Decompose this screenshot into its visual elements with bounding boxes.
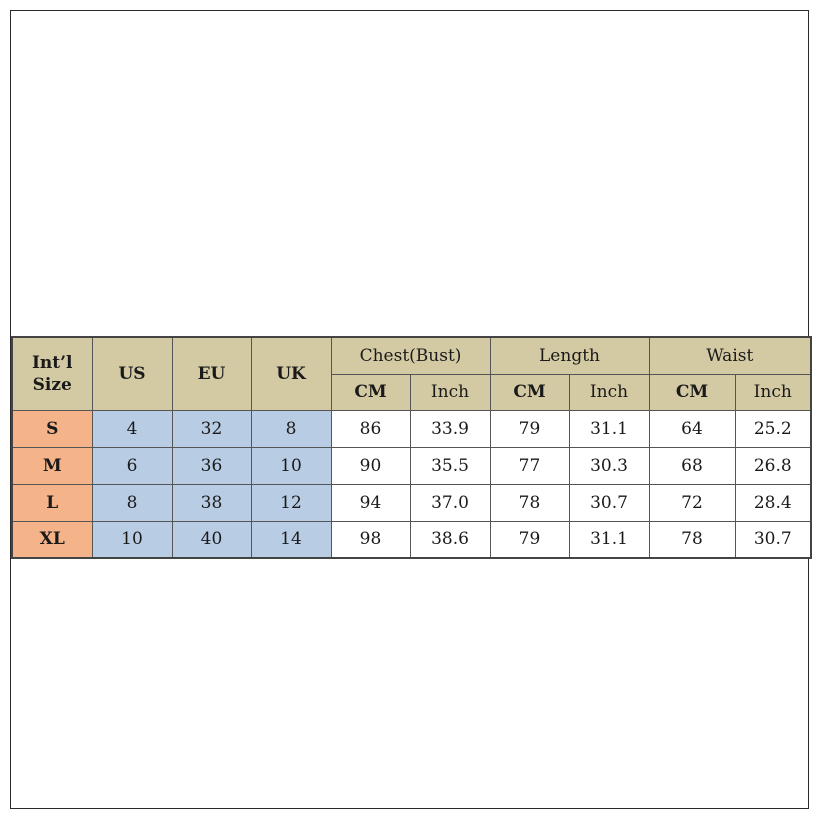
header-waist: Waist	[649, 337, 811, 374]
chest-cm-cell: 90	[331, 447, 410, 484]
header-uk: UK	[251, 337, 331, 410]
waist-inch-cell: 28.4	[735, 484, 811, 521]
size-cell: XL	[12, 521, 92, 558]
header-intl-size-line1: Int’l	[31, 352, 73, 373]
header-chest: Chest(Bust)	[331, 337, 490, 374]
length-cm-cell: 79	[490, 521, 569, 558]
header-waist-inch: Inch	[735, 374, 811, 410]
waist-inch-cell: 25.2	[735, 410, 811, 447]
header-us: US	[92, 337, 172, 410]
chest-cm-cell: 86	[331, 410, 410, 447]
size-chart-table	[11, 336, 812, 559]
us-cell: 4	[92, 410, 172, 447]
waist-cm-cell: 72	[649, 484, 735, 521]
chest-inch-cell: 35.5	[410, 447, 490, 484]
uk-cell: 14	[251, 521, 331, 558]
header-intl-size	[12, 337, 92, 410]
uk-cell: 12	[251, 484, 331, 521]
length-inch-cell: 31.1	[569, 410, 649, 447]
waist-inch-cell: 30.7	[735, 521, 811, 558]
length-cm-cell: 79	[490, 410, 569, 447]
header-intl-size-line2: Size	[32, 374, 72, 395]
waist-inch-cell: 26.8	[735, 447, 811, 484]
waist-cm-cell: 68	[649, 447, 735, 484]
header-length: Length	[490, 337, 649, 374]
length-cm-cell: 77	[490, 447, 569, 484]
us-cell: 6	[92, 447, 172, 484]
uk-cell: 10	[251, 447, 331, 484]
size-cell: L	[12, 484, 92, 521]
waist-cm-cell: 78	[649, 521, 735, 558]
waist-cm-cell: 64	[649, 410, 735, 447]
table-row	[12, 521, 811, 558]
eu-cell: 38	[172, 484, 251, 521]
us-cell: 10	[92, 521, 172, 558]
eu-cell: 40	[172, 521, 251, 558]
header-length-cm: CM	[490, 374, 569, 410]
us-cell: 8	[92, 484, 172, 521]
length-inch-cell: 31.1	[569, 521, 649, 558]
length-inch-cell: 30.3	[569, 447, 649, 484]
header-chest-cm: CM	[331, 374, 410, 410]
header-eu: EU	[172, 337, 251, 410]
header-chest-inch: Inch	[410, 374, 490, 410]
chest-cm-cell: 94	[331, 484, 410, 521]
header-length-inch: Inch	[569, 374, 649, 410]
table-row	[12, 410, 811, 447]
eu-cell: 36	[172, 447, 251, 484]
length-inch-cell: 30.7	[569, 484, 649, 521]
chest-inch-cell: 38.6	[410, 521, 490, 558]
header-waist-cm: CM	[649, 374, 735, 410]
chest-inch-cell: 37.0	[410, 484, 490, 521]
chest-inch-cell: 33.9	[410, 410, 490, 447]
chest-cm-cell: 98	[331, 521, 410, 558]
table-row	[12, 447, 811, 484]
table-row	[12, 484, 811, 521]
length-cm-cell: 78	[490, 484, 569, 521]
size-cell: M	[12, 447, 92, 484]
size-cell: S	[12, 410, 92, 447]
header-row-1	[12, 337, 811, 374]
uk-cell: 8	[251, 410, 331, 447]
eu-cell: 32	[172, 410, 251, 447]
